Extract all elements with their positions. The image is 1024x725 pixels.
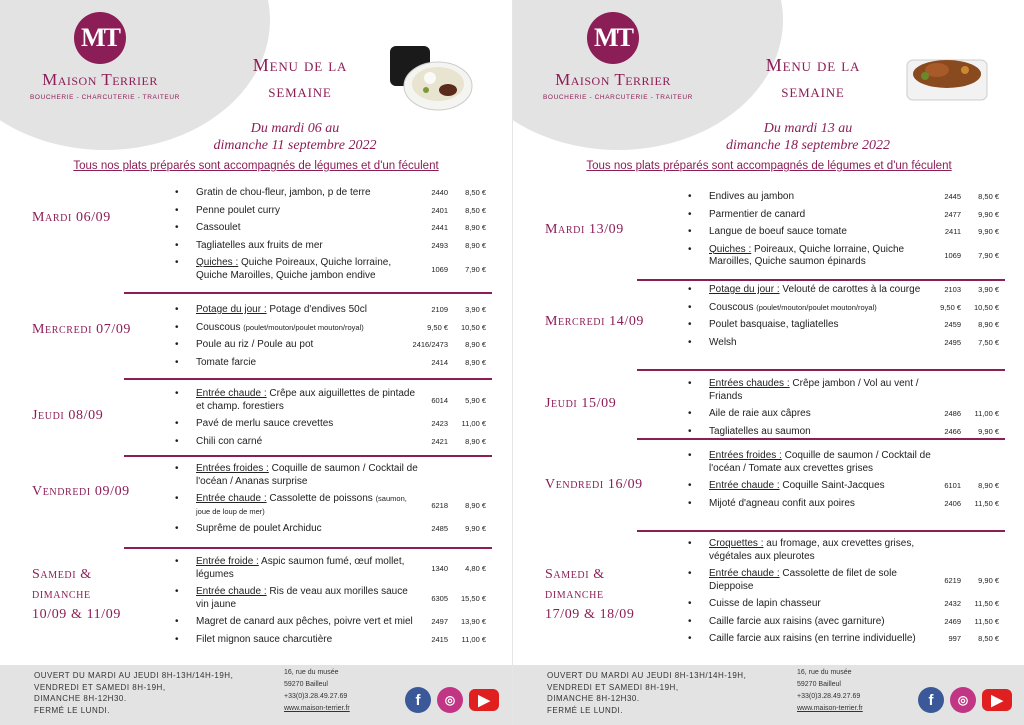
dish-name [196, 634, 418, 647]
dish-text-segment: Quiches : [196, 257, 239, 268]
day-label: Vendredi 16/09 [545, 477, 643, 492]
dish-price: 8,90 € [465, 500, 486, 510]
dish-price: 9,90 € [978, 575, 999, 585]
dish-text-segment: Mijoté d'agneau confit aux poires [709, 497, 855, 509]
dish-code: 2414 [431, 357, 448, 367]
dish-text-segment: Poule au riz / Poule au pot [196, 339, 314, 350]
dish-text-segment: Quiche Poireaux, Quiche lorraine, Quiche Maroilles, Quiche jambon endive [196, 257, 392, 281]
menu-page-week2 [512, 0, 1024, 725]
dish-text-segment: Tomate farcie [196, 356, 257, 368]
menu-item [685, 616, 1005, 629]
dish-price: 11,50 € [974, 599, 999, 608]
dish-name [196, 257, 418, 282]
day-label: Samedi & dimanche 17/09 & 18/09 [545, 567, 635, 622]
divider [124, 455, 492, 457]
dish-price: 4,80 € [465, 563, 486, 573]
dish-name [196, 187, 418, 200]
address-block [797, 667, 917, 715]
dish-name [196, 339, 418, 352]
menu-item [172, 493, 492, 518]
dish-price: 11,50 € [974, 616, 999, 626]
dish-text-segment: Entrée chaude : [196, 586, 267, 597]
dates-line-2: dimanche 11 septembre 2022 [213, 138, 377, 153]
dish-name [709, 538, 931, 563]
menu-item [172, 463, 492, 488]
dish-price: 11,50 € [974, 498, 999, 508]
brand-name: Maison Terrier [42, 70, 158, 89]
dish-text-segment: Endives au jambon [709, 191, 795, 202]
opening-hours [547, 670, 777, 716]
brand-tagline: BOUCHERIE - CHARCUTERIE - TRAITEUR [543, 94, 693, 101]
dish-name [196, 357, 418, 370]
dish-name [196, 388, 418, 413]
dish-name [709, 302, 931, 315]
menu-item [685, 302, 1005, 315]
dish-text-segment: Entrée froide : [196, 556, 259, 567]
accompaniment-note: Tous nos plats préparés sont accompagnés de légumes et d'un féculent [586, 160, 952, 172]
footer [0, 665, 512, 725]
dish-text-segment: Entrée chaude : [709, 568, 780, 579]
menu-item [685, 191, 1005, 204]
brand-tagline: BOUCHERIE - CHARCUTERIE - TRAITEUR [30, 94, 180, 101]
dish-text-segment: Caille farcie aux raisins (en terrine individuelle) [709, 633, 916, 644]
dish-code: 2441 [431, 223, 448, 232]
dish-name [709, 191, 931, 204]
dish-name [196, 418, 418, 431]
dish-price: 5,90 € [465, 395, 486, 405]
dish-text-segment: Entrée chaude : [196, 388, 267, 399]
menu-item [172, 222, 492, 235]
dish-text-segment: Penne poulet curry [196, 204, 280, 216]
day-items [685, 284, 1005, 354]
dish-code: 2416/2473 [412, 340, 448, 349]
dish-code: 2411 [944, 227, 961, 236]
dish-name [709, 226, 931, 239]
dish-text-segment: Crêpe aux aiguillettes de pintade et champ. forestiers [196, 388, 416, 412]
dish-name [196, 586, 418, 611]
menu-item [172, 205, 492, 218]
instagram-icon[interactable]: ◎ [437, 687, 463, 713]
dish-code: 2469 [944, 616, 961, 626]
dish-price: 8,90 € [465, 436, 486, 446]
day-items [172, 304, 492, 374]
dish-code: 997 [948, 634, 961, 643]
dish-name [709, 616, 931, 629]
hours-line: DIMANCHE 8H-12H30. [547, 694, 640, 703]
hours-line: DIMANCHE 8H-12H30. [34, 694, 127, 703]
dish-code: 1069 [944, 250, 961, 260]
dish-name [709, 337, 931, 350]
hours-line: VENDREDI ET SAMEDI 8H-19H, [34, 682, 166, 692]
dish-code: 2486 [944, 409, 961, 418]
instagram-icon[interactable]: ◎ [950, 687, 976, 713]
dish-name [709, 209, 931, 222]
dish-code: 2440 [431, 188, 448, 197]
page-title: Menu de la semaine [765, 55, 861, 101]
dish-price: 11,00 € [461, 634, 486, 644]
dish-text-segment: Caille farcie aux raisins (avec garniture) [709, 615, 885, 627]
dish-text-segment: Cuisse de lapin chasseur [709, 598, 821, 609]
phone: +33(0)3.28.49.27.69 [284, 693, 348, 700]
dish-name [196, 436, 418, 449]
day-items [685, 191, 1005, 274]
dish-price: 15,50 € [460, 593, 486, 603]
dish-price: 8,90 € [978, 320, 999, 329]
dish-price: 9,90 € [978, 227, 999, 236]
dish-text-segment: Coquille de saumon / Cocktail de l'océan / Tomate aux crevettes grises [709, 450, 931, 474]
day-label: Mardi 06/09 [32, 210, 111, 225]
divider [637, 279, 1005, 281]
dish-name [709, 598, 931, 611]
menu-item [685, 568, 1005, 593]
dish-code: 2432 [944, 599, 961, 608]
dish-name [709, 633, 931, 646]
dish-name [709, 244, 931, 269]
dish-text-segment: Parmentier de canard [709, 208, 806, 220]
menu-item [685, 498, 1005, 511]
divider [637, 438, 1005, 440]
dish-text-segment: (poulet/mouton/poulet mouton/royal) [243, 322, 364, 332]
day-label: Jeudi 15/09 [545, 396, 617, 411]
dish-price: 8,50 € [978, 634, 999, 643]
dish-price: 9,90 € [978, 209, 999, 219]
dish-price: 13,90 € [460, 617, 486, 626]
dish-text-segment: Tagliatelles au saumon [709, 425, 811, 437]
day-items [172, 388, 492, 453]
dish-price: 8,90 € [465, 357, 486, 367]
dish-name [709, 568, 931, 593]
facebook-icon[interactable]: f [405, 687, 431, 713]
dish-text-segment: Cassolette de poissons [266, 493, 376, 504]
menu-item [172, 388, 492, 413]
menu-item [172, 187, 492, 200]
dish-text-segment: Ris de veau aux morilles sauce vin jaune [196, 586, 408, 610]
phone: +33(0)3.28.49.27.69 [797, 693, 861, 700]
dish-price: 7,90 € [978, 250, 999, 260]
dates-line-2: dimanche 18 septembre 2022 [726, 138, 890, 153]
dish-price: 8,90 € [978, 481, 999, 490]
dish-code: 2497 [431, 617, 448, 626]
dish-text-segment: Coquille Saint-Jacques [779, 480, 885, 491]
dish-code: 6218 [431, 500, 448, 510]
accompaniment-note: Tous nos plats préparés sont accompagnés de légumes et d'un féculent [73, 160, 439, 172]
street: 16, rue du musée [284, 669, 339, 676]
website-link[interactable]: www.maison-terrier.fr [284, 705, 350, 712]
dish-code: 2109 [431, 305, 448, 314]
menu-item [685, 450, 1005, 475]
dish-code: 2445 [944, 192, 961, 201]
address-block [284, 667, 404, 715]
divider [637, 530, 1005, 532]
social-links [918, 687, 1012, 713]
menu-item [685, 598, 1005, 611]
dish-text-segment: Potage du jour : [196, 304, 267, 315]
dish-code: 2423 [431, 419, 448, 428]
dish-code: 2466 [944, 426, 961, 436]
menu-item [172, 616, 492, 629]
dish-text-segment: Langue de boeuf sauce tomate [709, 226, 847, 237]
menu-item [172, 586, 492, 611]
dish-code: 2485 [431, 524, 448, 533]
street: 16, rue du musée [797, 669, 852, 676]
dish-text-segment: Pavé de merlu sauce crevettes [196, 418, 334, 429]
dish-code: 1069 [431, 264, 448, 274]
divider [637, 369, 1005, 371]
dates-line-1: Du mardi 13 au [763, 121, 853, 136]
dish-name [709, 498, 931, 511]
dish-code: 2415 [431, 634, 448, 644]
dish-text-segment: au fromage, aux crevettes grises, végétales aux pleurotes [709, 538, 915, 562]
dish-price: 8,50 € [465, 188, 486, 197]
footer [513, 665, 1024, 725]
dish-name [196, 556, 418, 581]
menu-item [685, 633, 1005, 646]
day-label: Samedi & dimanche 10/09 & 11/09 [32, 567, 121, 622]
website-link[interactable]: www.maison-terrier.fr [797, 705, 863, 712]
dish-name [196, 463, 418, 488]
dish-name [709, 480, 931, 493]
dish-name [196, 304, 418, 317]
day-items [172, 187, 492, 287]
dish-text-segment: Couscous [709, 301, 757, 313]
dish-price: 8,50 € [465, 205, 486, 215]
dish-price: 10,50 € [460, 322, 486, 332]
dish-text-segment: Cassolette de filet de sole Dieppoise [709, 568, 897, 592]
menu-item [172, 304, 492, 317]
dish-name [196, 493, 418, 518]
dish-photo-icon [901, 40, 991, 114]
dish-text-segment: Entrée chaude : [709, 480, 780, 491]
dish-text-segment: Couscous [196, 321, 244, 333]
menu-item [172, 634, 492, 647]
dish-code: 2421 [431, 436, 448, 446]
dish-text-segment: Velouté de carottes à la courge [779, 284, 921, 295]
dish-price: 8,90 € [465, 240, 486, 250]
dish-price: 7,90 € [465, 264, 486, 274]
dish-price: 3,90 € [978, 285, 999, 294]
dish-text-segment: Quiches : [709, 243, 752, 255]
dish-text-segment: Gratin de chou-fleur, jambon, p de terre [196, 187, 371, 198]
dish-name [196, 205, 418, 218]
dish-price: 11,00 € [974, 409, 999, 418]
hours-line: FERMÉ LE LUNDI. [34, 705, 110, 715]
dish-name [709, 408, 931, 421]
dish-code: 6305 [431, 593, 448, 603]
dish-code: 2406 [944, 498, 961, 508]
week-dates [175, 120, 415, 154]
dish-text-segment: Tagliatelles aux fruits de mer [196, 239, 323, 251]
logo [30, 12, 180, 101]
facebook-icon[interactable]: f [918, 687, 944, 713]
dish-name [709, 284, 931, 297]
dish-code: 6219 [944, 575, 961, 585]
dish-name [196, 616, 418, 629]
logo-monogram: MT [587, 12, 639, 64]
menu-item [685, 538, 1005, 563]
dish-name [196, 523, 418, 536]
page-title: Menu de la semaine [252, 55, 348, 101]
logo-monogram: MT [74, 12, 126, 64]
dish-price: 9,90 € [465, 524, 486, 533]
day-items [685, 538, 1005, 651]
day-label: Mardi 13/09 [545, 222, 624, 237]
dish-price: 9,90 € [978, 426, 999, 436]
divider [124, 378, 492, 380]
brand-name: Maison Terrier [555, 70, 671, 89]
menu-item [685, 426, 1005, 439]
city: 59270 Bailleul [797, 681, 841, 688]
dish-name [709, 450, 931, 475]
dish-name [709, 319, 931, 332]
divider [124, 292, 492, 294]
menu-item [685, 378, 1005, 403]
hours-line: OUVERT DU MARDI AU JEUDI 8H-13H/14H-19H, [547, 671, 747, 680]
dish-code: 2459 [944, 320, 961, 329]
menu-item [172, 322, 492, 335]
dish-name [709, 378, 931, 403]
dish-code: 2493 [431, 240, 448, 250]
day-label: Mercredi 14/09 [545, 314, 645, 329]
dish-text-segment: Potage d'endives 50cl [266, 304, 367, 315]
menu-item [685, 244, 1005, 269]
dish-code: 6014 [431, 395, 448, 405]
dish-text-segment: Suprême de poulet Archiduc [196, 523, 322, 534]
dish-text-segment: Entrées chaudes : [709, 378, 790, 389]
dish-text-segment: Crêpe jambon / Vol au vent / Friands [709, 378, 919, 402]
menu-item [685, 480, 1005, 493]
menu-item [685, 408, 1005, 421]
dish-code: 2103 [944, 285, 961, 294]
menu-item [172, 240, 492, 253]
day-items [172, 556, 492, 651]
dish-code: 2495 [944, 337, 961, 347]
dish-name [196, 222, 418, 235]
social-links [405, 687, 499, 713]
day-items [685, 450, 1005, 515]
day-items [685, 378, 1005, 443]
week-dates [688, 120, 928, 154]
dish-price: 11,00 € [461, 419, 486, 428]
dish-code: 1340 [431, 563, 448, 573]
dish-text-segment: Chili con carné [196, 435, 263, 447]
dish-photo-icon [388, 40, 478, 114]
dish-text-segment: Entrées froides : [709, 450, 782, 461]
menu-item [685, 284, 1005, 297]
day-label: Jeudi 08/09 [32, 408, 104, 423]
youtube-icon[interactable]: ▶ [982, 689, 1012, 711]
menu-item [685, 337, 1005, 350]
hours-line: VENDREDI ET SAMEDI 8H-19H, [547, 682, 679, 692]
opening-hours [34, 670, 264, 716]
dish-text-segment: Potage du jour : [709, 284, 780, 295]
day-label: Mercredi 07/09 [32, 322, 132, 337]
dish-text-segment: Aile de raie aux câpres [709, 408, 811, 419]
dish-price: 8,50 € [978, 192, 999, 201]
dish-code: 6101 [944, 481, 961, 490]
dish-text-segment: Filet mignon sauce charcutière [196, 633, 333, 645]
dish-text-segment: Poireaux, Quiche lorraine, Quiche Maroilles, Quiche saumon épinards [709, 243, 905, 267]
dish-text-segment: Welsh [709, 336, 737, 348]
menu-item [172, 436, 492, 449]
dish-name [196, 240, 418, 253]
dish-text-segment: (poulet/mouton/poulet mouton/royal) [756, 302, 877, 312]
dish-code: 2401 [431, 205, 448, 215]
dish-text-segment: Entrées froides : [196, 463, 269, 474]
dish-text-segment: Entrée chaude : [196, 493, 267, 504]
dish-code: 9,50 € [940, 302, 961, 312]
menu-item [172, 339, 492, 352]
menu-item [172, 523, 492, 536]
dish-price: 3,90 € [465, 305, 486, 314]
menu-item [685, 226, 1005, 239]
dates-line-1: Du mardi 06 au [250, 121, 340, 136]
menu-item [172, 357, 492, 370]
dish-code: 2477 [944, 209, 961, 219]
city: 59270 Bailleul [284, 681, 328, 688]
day-label: Vendredi 09/09 [32, 484, 130, 499]
youtube-icon[interactable]: ▶ [469, 689, 499, 711]
dish-price: 10,50 € [973, 302, 999, 312]
day-items [172, 463, 492, 541]
menu-item [172, 556, 492, 581]
menu-item [172, 418, 492, 431]
dish-price: 8,90 € [465, 340, 486, 349]
menu-item [685, 319, 1005, 332]
dish-text-segment: Croquettes : [709, 538, 764, 549]
dish-name [709, 426, 931, 439]
logo [543, 12, 693, 101]
dish-text-segment: Coquille de saumon / Cocktail de l'océan / Ananas surprise [196, 463, 418, 487]
dish-name [196, 322, 418, 335]
dish-code: 9,50 € [427, 322, 448, 332]
dish-text-segment: (saumon, joue de loup de mer) [196, 494, 407, 516]
dish-text-segment: Cassoulet [196, 222, 241, 233]
menu-item [172, 257, 492, 282]
dish-text-segment: Poulet basquaise, tagliatelles [709, 319, 839, 330]
dish-price: 8,90 € [465, 223, 486, 232]
dish-text-segment: Magret de canard aux pêches, poivre vert et miel [196, 616, 413, 627]
menu-item [685, 209, 1005, 222]
dish-price: 7,50 € [978, 337, 999, 347]
hours-line: FERMÉ LE LUNDI. [547, 705, 623, 715]
dish-text-segment: Aspic saumon fumé, œuf mollet, légumes [196, 556, 405, 580]
hours-line: OUVERT DU MARDI AU JEUDI 8H-13H/14H-19H, [34, 671, 234, 680]
divider [124, 547, 492, 549]
